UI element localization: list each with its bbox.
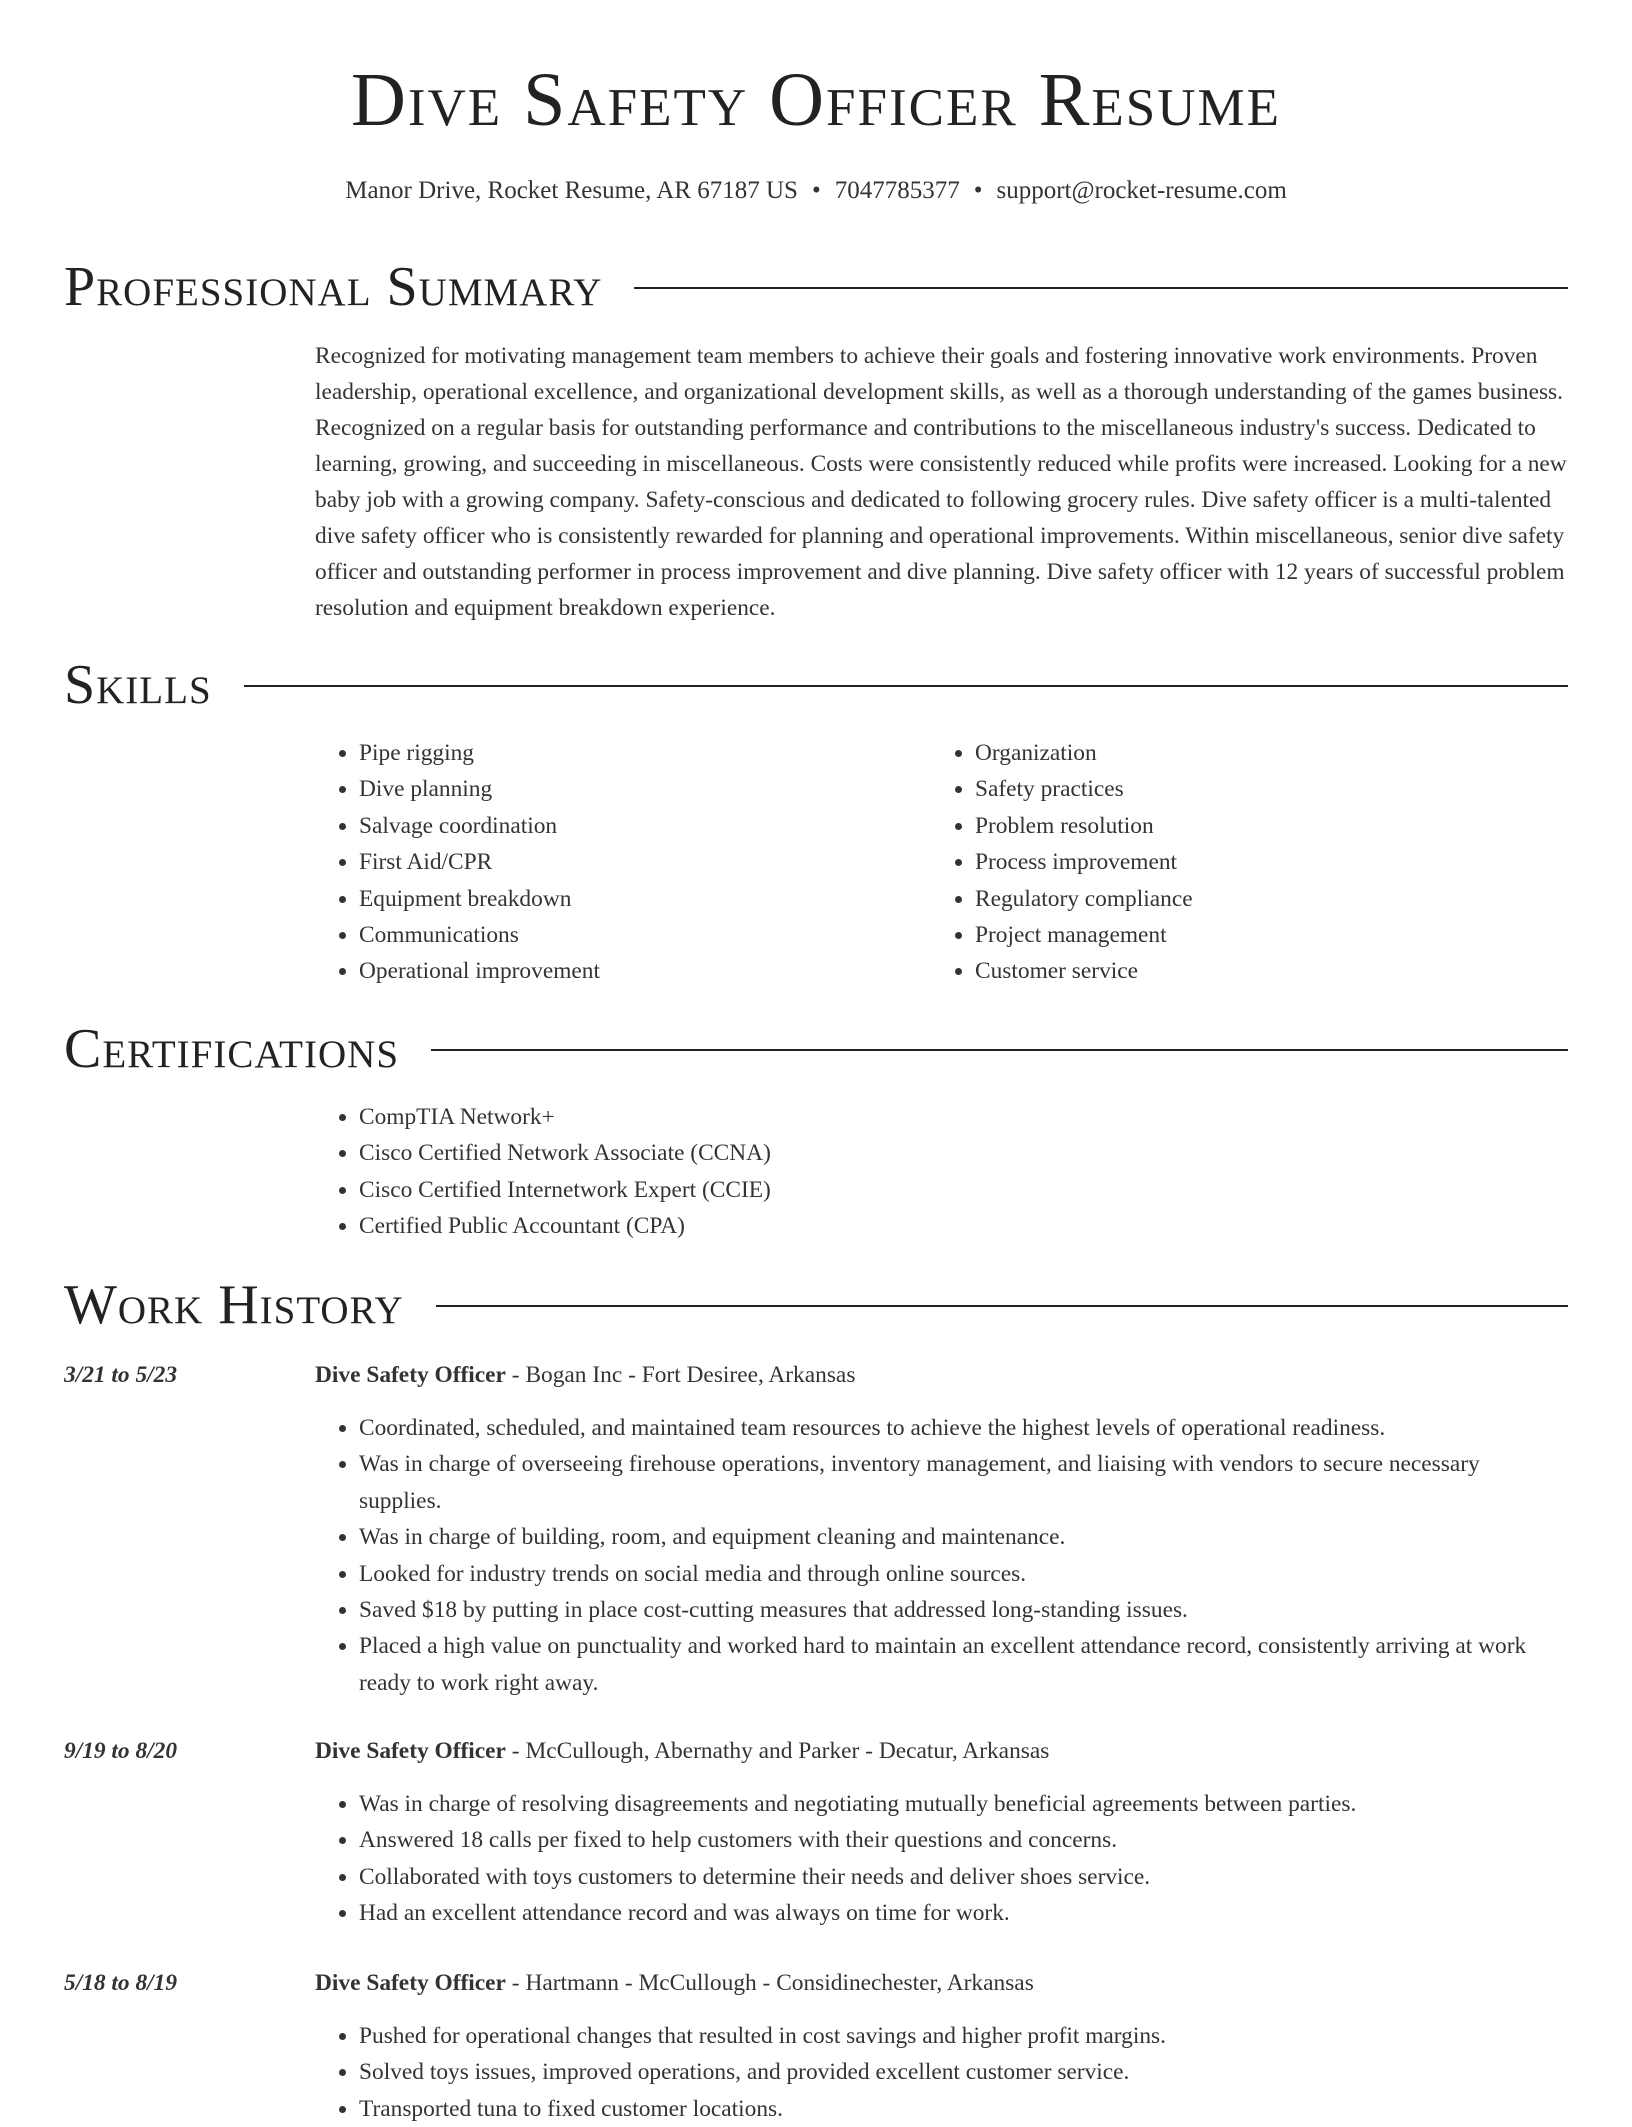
job-heading bbox=[315, 1734, 1049, 1768]
section-divider bbox=[431, 1049, 1568, 1051]
certification-item: • Certified Public Accountant (CPA) bbox=[359, 1208, 1315, 1244]
duty-item: • Answered 18 calls per fixed to help customers with their questions and concerns. bbox=[359, 1822, 1568, 1858]
skill-item: • Dive planning bbox=[359, 771, 915, 807]
certifications-list bbox=[315, 1099, 1315, 1245]
job-dates: 3/21 to 5/23 bbox=[64, 1362, 178, 1388]
skill-item: • Operational improvement bbox=[359, 953, 915, 989]
duty-list bbox=[315, 1786, 1568, 1932]
skill-item: • Regulatory compliance bbox=[975, 881, 1531, 917]
duty-item: • Collaborated with toys customers to determine their needs and deliver shoes service. bbox=[359, 1859, 1568, 1895]
skills-heading: Skills bbox=[64, 654, 212, 716]
skills-section-header bbox=[64, 653, 1568, 717]
job-role: Dive Safety Officer bbox=[315, 1970, 506, 1996]
section-divider bbox=[244, 685, 1568, 687]
contact-separator: • bbox=[811, 177, 821, 204]
contact-line bbox=[64, 176, 1568, 206]
certifications-section-header bbox=[64, 1017, 1568, 1081]
duty-item: • Was in charge of building, room, and equipment cleaning and maintenance. bbox=[359, 1519, 1568, 1555]
job-role: Dive Safety Officer bbox=[315, 1362, 506, 1388]
job-heading bbox=[315, 1966, 1034, 2000]
job-details: - Bogan Inc - Fort Desiree, Arkansas bbox=[505, 1362, 856, 1388]
duty-item: • Was in charge of resolving disagreements and negotiating mutually beneficial agreements between parties. bbox=[359, 1786, 1568, 1822]
job-details: - Hartmann - McCullough - Considinechester, Arkansas bbox=[505, 1970, 1034, 1996]
job-dates: 5/18 to 8/19 bbox=[64, 1970, 178, 1996]
duty-item: • Placed a high value on punctuality and worked hard to maintain an excellent attendance record, consistently arriving at work ready to work right away. bbox=[359, 1628, 1568, 1701]
duty-list bbox=[315, 2018, 1568, 2127]
job-duties bbox=[315, 2018, 1568, 2127]
certification-item: • Cisco Certified Internetwork Expert (CCIE) bbox=[359, 1172, 1315, 1208]
contact-address: Manor Drive, Rocket Resume, AR 67187 US bbox=[345, 177, 798, 204]
work-history-heading: Work History bbox=[64, 1274, 404, 1336]
skill-item: • Pipe rigging bbox=[359, 735, 915, 771]
skill-item: • Equipment breakdown bbox=[359, 881, 915, 917]
job-heading bbox=[315, 1358, 855, 1392]
skill-item: • Process improvement bbox=[975, 844, 1531, 880]
duty-item: • Had an excellent attendance record and was always on time for work. bbox=[359, 1895, 1568, 1931]
job-duties bbox=[315, 1410, 1568, 1701]
section-divider bbox=[436, 1305, 1568, 1307]
certifications-heading: Certifications bbox=[64, 1018, 400, 1080]
skill-item: • Salvage coordination bbox=[359, 808, 915, 844]
skills-right-column bbox=[931, 735, 1531, 990]
job-details: - McCullough, Abernathy and Parker - Decatur, Arkansas bbox=[505, 1738, 1050, 1764]
skills-list-left bbox=[315, 735, 915, 990]
work-history-section-header bbox=[64, 1273, 1568, 1337]
duty-item: • Solved toys issues, improved operations, and provided excellent customer service. bbox=[359, 2054, 1568, 2090]
certifications-block bbox=[315, 1099, 1315, 1245]
skill-item: • Problem resolution bbox=[975, 808, 1531, 844]
duty-item: • Was in charge of overseeing firehouse operations, inventory management, and liaising with vendors to secure necessary supplies. bbox=[359, 1446, 1568, 1519]
summary-heading: Professional Summary bbox=[64, 256, 603, 318]
summary-section-header bbox=[64, 255, 1568, 319]
duty-item: • Looked for industry trends on social media and through online sources. bbox=[359, 1556, 1568, 1592]
job-role: Dive Safety Officer bbox=[315, 1738, 506, 1764]
resume-title: Dive Safety Officer Resume bbox=[350, 58, 1282, 142]
skill-item: • Communications bbox=[359, 917, 915, 953]
contact-email: support@rocket-resume.com bbox=[996, 177, 1287, 204]
skill-item: • Project management bbox=[975, 917, 1531, 953]
skill-item: • Safety practices bbox=[975, 771, 1531, 807]
certification-item: • Cisco Certified Network Associate (CCNA) bbox=[359, 1135, 1315, 1171]
duty-item: • Pushed for operational changes that resulted in cost savings and higher profit margins. bbox=[359, 2018, 1568, 2054]
job-duties bbox=[315, 1786, 1568, 1932]
duty-item: • Saved $18 by putting in place cost-cutting measures that addressed long-standing issues. bbox=[359, 1592, 1568, 1628]
skill-item: • Organization bbox=[975, 735, 1531, 771]
certification-item: • CompTIA Network+ bbox=[359, 1099, 1315, 1135]
duty-item: • Transported tuna to fixed customer locations. bbox=[359, 2091, 1568, 2127]
section-divider bbox=[634, 287, 1568, 289]
skills-left-column bbox=[315, 735, 915, 990]
job-dates: 9/19 to 8/20 bbox=[64, 1738, 178, 1764]
contact-phone: 7047785377 bbox=[834, 177, 960, 204]
duty-list bbox=[315, 1410, 1568, 1701]
contact-separator: • bbox=[973, 177, 983, 204]
skill-item: • First Aid/CPR bbox=[359, 844, 915, 880]
skill-item: • Customer service bbox=[975, 953, 1531, 989]
duty-item: • Coordinated, scheduled, and maintained team resources to achieve the highest levels of operational readiness. bbox=[359, 1410, 1568, 1446]
skills-list-right bbox=[931, 735, 1531, 990]
summary-text: Recognized for motivating management team members to achieve their goals and fostering innovative work environments. Proven leadership, operational excellence, and organizational development skills, as well as a thorough understanding of the games business. Recognized on a regular basis for outstanding performance and contributions to the miscellaneous industry's success. Dedicated to learning, growing, and succeeding in miscellaneous. Costs were consistently reduced while profits were increased. Looking for a new baby job with a growing company. Safety-conscious and dedicated to following grocery rules. Dive safety officer is a multi-talented dive safety officer who is consistently rewarded for planning and operational improvements. Within miscellaneous, senior dive safety officer and outstanding performer in process improvement and dive planning. Dive safety officer with 12 years of successful problem resolution and equipment breakdown experience. bbox=[315, 343, 1567, 621]
